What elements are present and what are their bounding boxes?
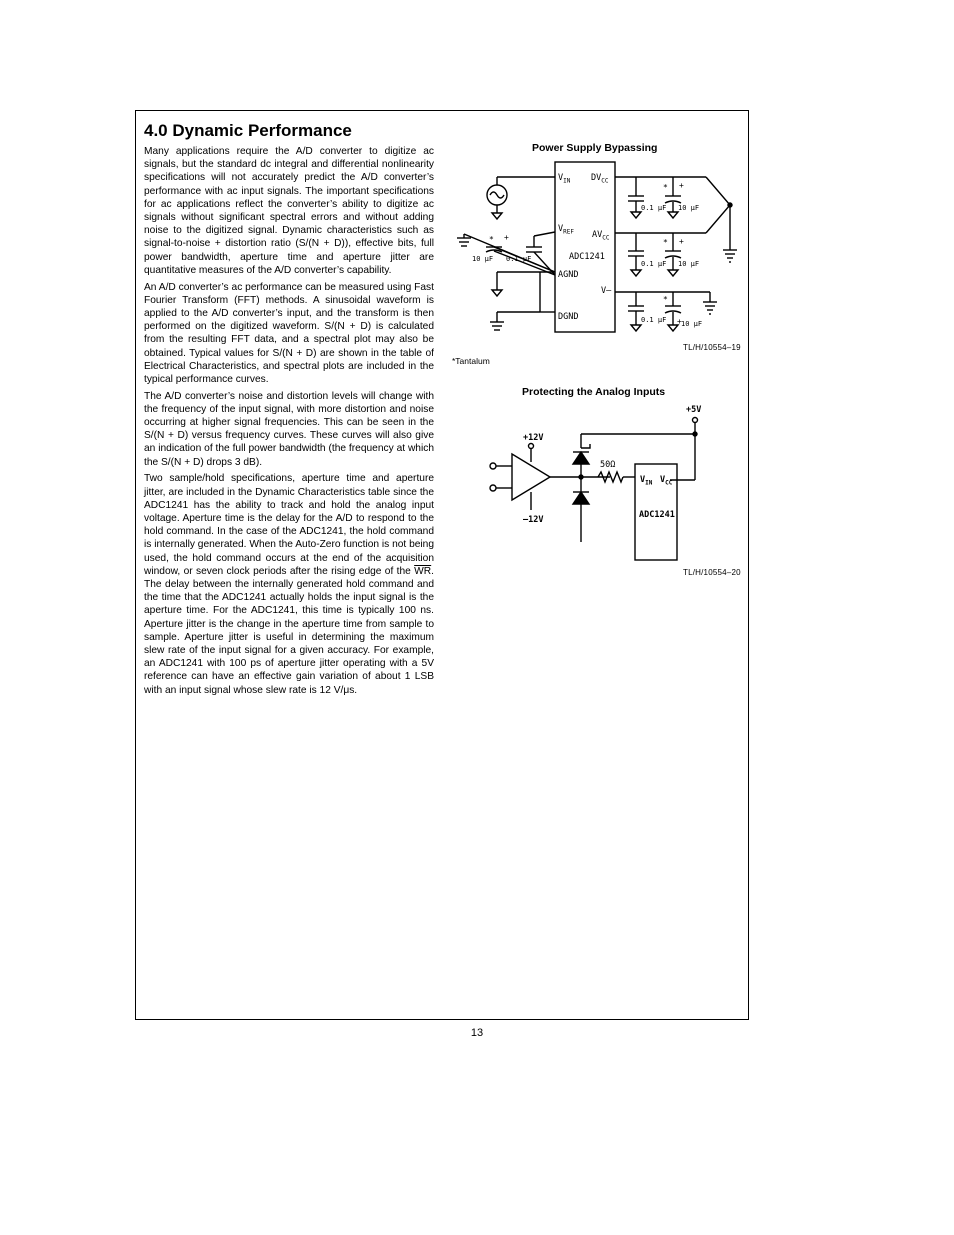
protecting-analog-inputs-schematic <box>480 400 720 568</box>
pin-vin: $V_{IN}$ <box>558 173 571 185</box>
tantalum-mark-4: * <box>489 235 494 244</box>
tantalum-mark-3: * <box>663 295 668 304</box>
pin-agnd: AGND <box>558 270 579 280</box>
lower-clamp-diode-icon <box>573 492 589 504</box>
adc1241-chip <box>555 162 615 332</box>
cap-vminus-small: 0.1 μF <box>641 316 667 324</box>
cap-avcc-large: 10 μF <box>678 260 700 268</box>
supply-plus-12v: +12V <box>523 433 544 443</box>
paragraph-1: Many applications require the A/D converter to digitize ac signals, but the standard dc integral and differential nonlinearity specifications will not accurately predict the A/D converter’s performance with ac input signals. The important specifications for ac applications reflect the converter’s ability to digitize ac signals without significant spectral errors and without adding noise to the digitized signal. Dynamic characteristics such as signal-to-noise + distortion ratio (S/(N + D)), effective bits, full power bandwidth, aperture time and aperture jitter are quantitative measures of the A/D converter’s capability. <box>144 146 434 276</box>
cap-vref-small: 0.1 μF <box>506 255 532 263</box>
body-text <box>144 145 434 700</box>
section-title: 4.0 Dynamic Performance <box>144 121 352 140</box>
paragraph-4-part-1: Two sample/hold specifications, aperture time and aperture jitter, are included in the Dynamic Characteristics table since the ADC1241 has the ability to track and hold the analog input voltage. Aperture time is the delay for the A/D to respond to the hold command. In the case of the ADC1241, the hold command is internally generated. When the Auto-Zero function is not being used, the hold command occurs at the end of the acquisition window, or seven clock periods after the rising edge of the <box>144 473 434 577</box>
paragraph-2: An A/D converter’s ac performance can be measured using Fast Fourier Transform (FFT) methods. A sinusoidal waveform is applied to the A/D converter’s input, and the transform is then performed on the digitized waveform. S/(N + D) is calculated from the resulting FFT data, and a spectral plot may also be obtained. Typical values for S/(N + D) are shown in the table of Electrical Characteristics, and spectral plots are included in the typical performance curves. <box>144 281 434 385</box>
page-number: 13 <box>470 1027 484 1039</box>
resistor-value: 50Ω <box>600 460 616 470</box>
cap-vref-large: 10 μF <box>472 255 494 263</box>
tantalum-mark-1: * <box>663 183 668 192</box>
chip-label-adc1241: ADC1241 <box>569 252 605 262</box>
wr-signal-overline: $\overline{WR}$ <box>414 565 432 577</box>
pin-avcc: $AV_{CC}$ <box>592 230 610 242</box>
tantalum-mark-2: * <box>663 238 668 247</box>
power-supply-bypassing-schematic <box>448 160 748 350</box>
paragraph-4-part-2: . The delay between the internally generated hold command and the time that the ADC1241 actually holds the input signal is the aperture time. For the ADC1241, this time is typically 100 ns. Aperture jitter is the change in the aperture time from sample to sample. Aperture jitter is useful in determining the maximum slew rate of the input signal for a given accuracy. For example, an ADC1241 with 100 ps of aperture jitter operating with a 5V reference can have an effective gain variation of about 1 LSB with an input signal whose slew rate is 12 V/μs. <box>144 565 434 696</box>
pin-vminus: V– <box>601 286 612 296</box>
supply-plus-5v: +5V <box>686 405 702 415</box>
upper-clamp-diode-icon <box>573 452 589 464</box>
plus-mark-1: + <box>679 181 684 190</box>
input-terminal-1 <box>490 463 496 469</box>
vin-label: $V_{IN}$ <box>640 475 653 487</box>
pin-dgnd: DGND <box>558 312 579 322</box>
input-terminal-2 <box>490 485 496 491</box>
cap-vminus-large: 10 μF <box>681 320 703 328</box>
supply-minus-12v: –12V <box>523 515 544 525</box>
paragraph-3: The A/D converter’s noise and distortion levels will change with the frequency of the input signal, with more distortion and noise occurring at higher signal frequencies. This can be seen in the S/(N + D) versus frequency curves. These curves will also give an indication of the full power bandwidth (the frequency at which the S/(N + D) drops 3 dB). <box>144 390 434 468</box>
chip-label-adc1241-2: ADC1241 <box>639 510 675 520</box>
figure-1-title: Power Supply Bypassing <box>532 142 658 154</box>
plus-mark-3: + <box>677 317 682 326</box>
cap-dvcc-large: 10 μF <box>678 204 700 212</box>
figure-1-footnote: *Tantalum <box>452 356 490 366</box>
plus-mark-4: + <box>504 233 509 242</box>
cap-avcc-small: 0.1 μF <box>641 260 667 268</box>
plus-mark-2: + <box>679 237 684 246</box>
figure-2-ref: TL/H/10554–20 <box>683 568 741 577</box>
figure-2-title: Protecting the Analog Inputs <box>522 386 666 398</box>
vcc-label: $V_{CC}$ <box>660 475 673 487</box>
cap-dvcc-small: 0.1 μF <box>641 204 667 212</box>
figure-1-ref: TL/H/10554–19 <box>683 343 741 352</box>
paragraph-4 <box>144 472 434 696</box>
pin-vref: $V_{REF}$ <box>558 224 574 236</box>
pin-dvcc: $DV_{CC}$ <box>591 173 609 185</box>
